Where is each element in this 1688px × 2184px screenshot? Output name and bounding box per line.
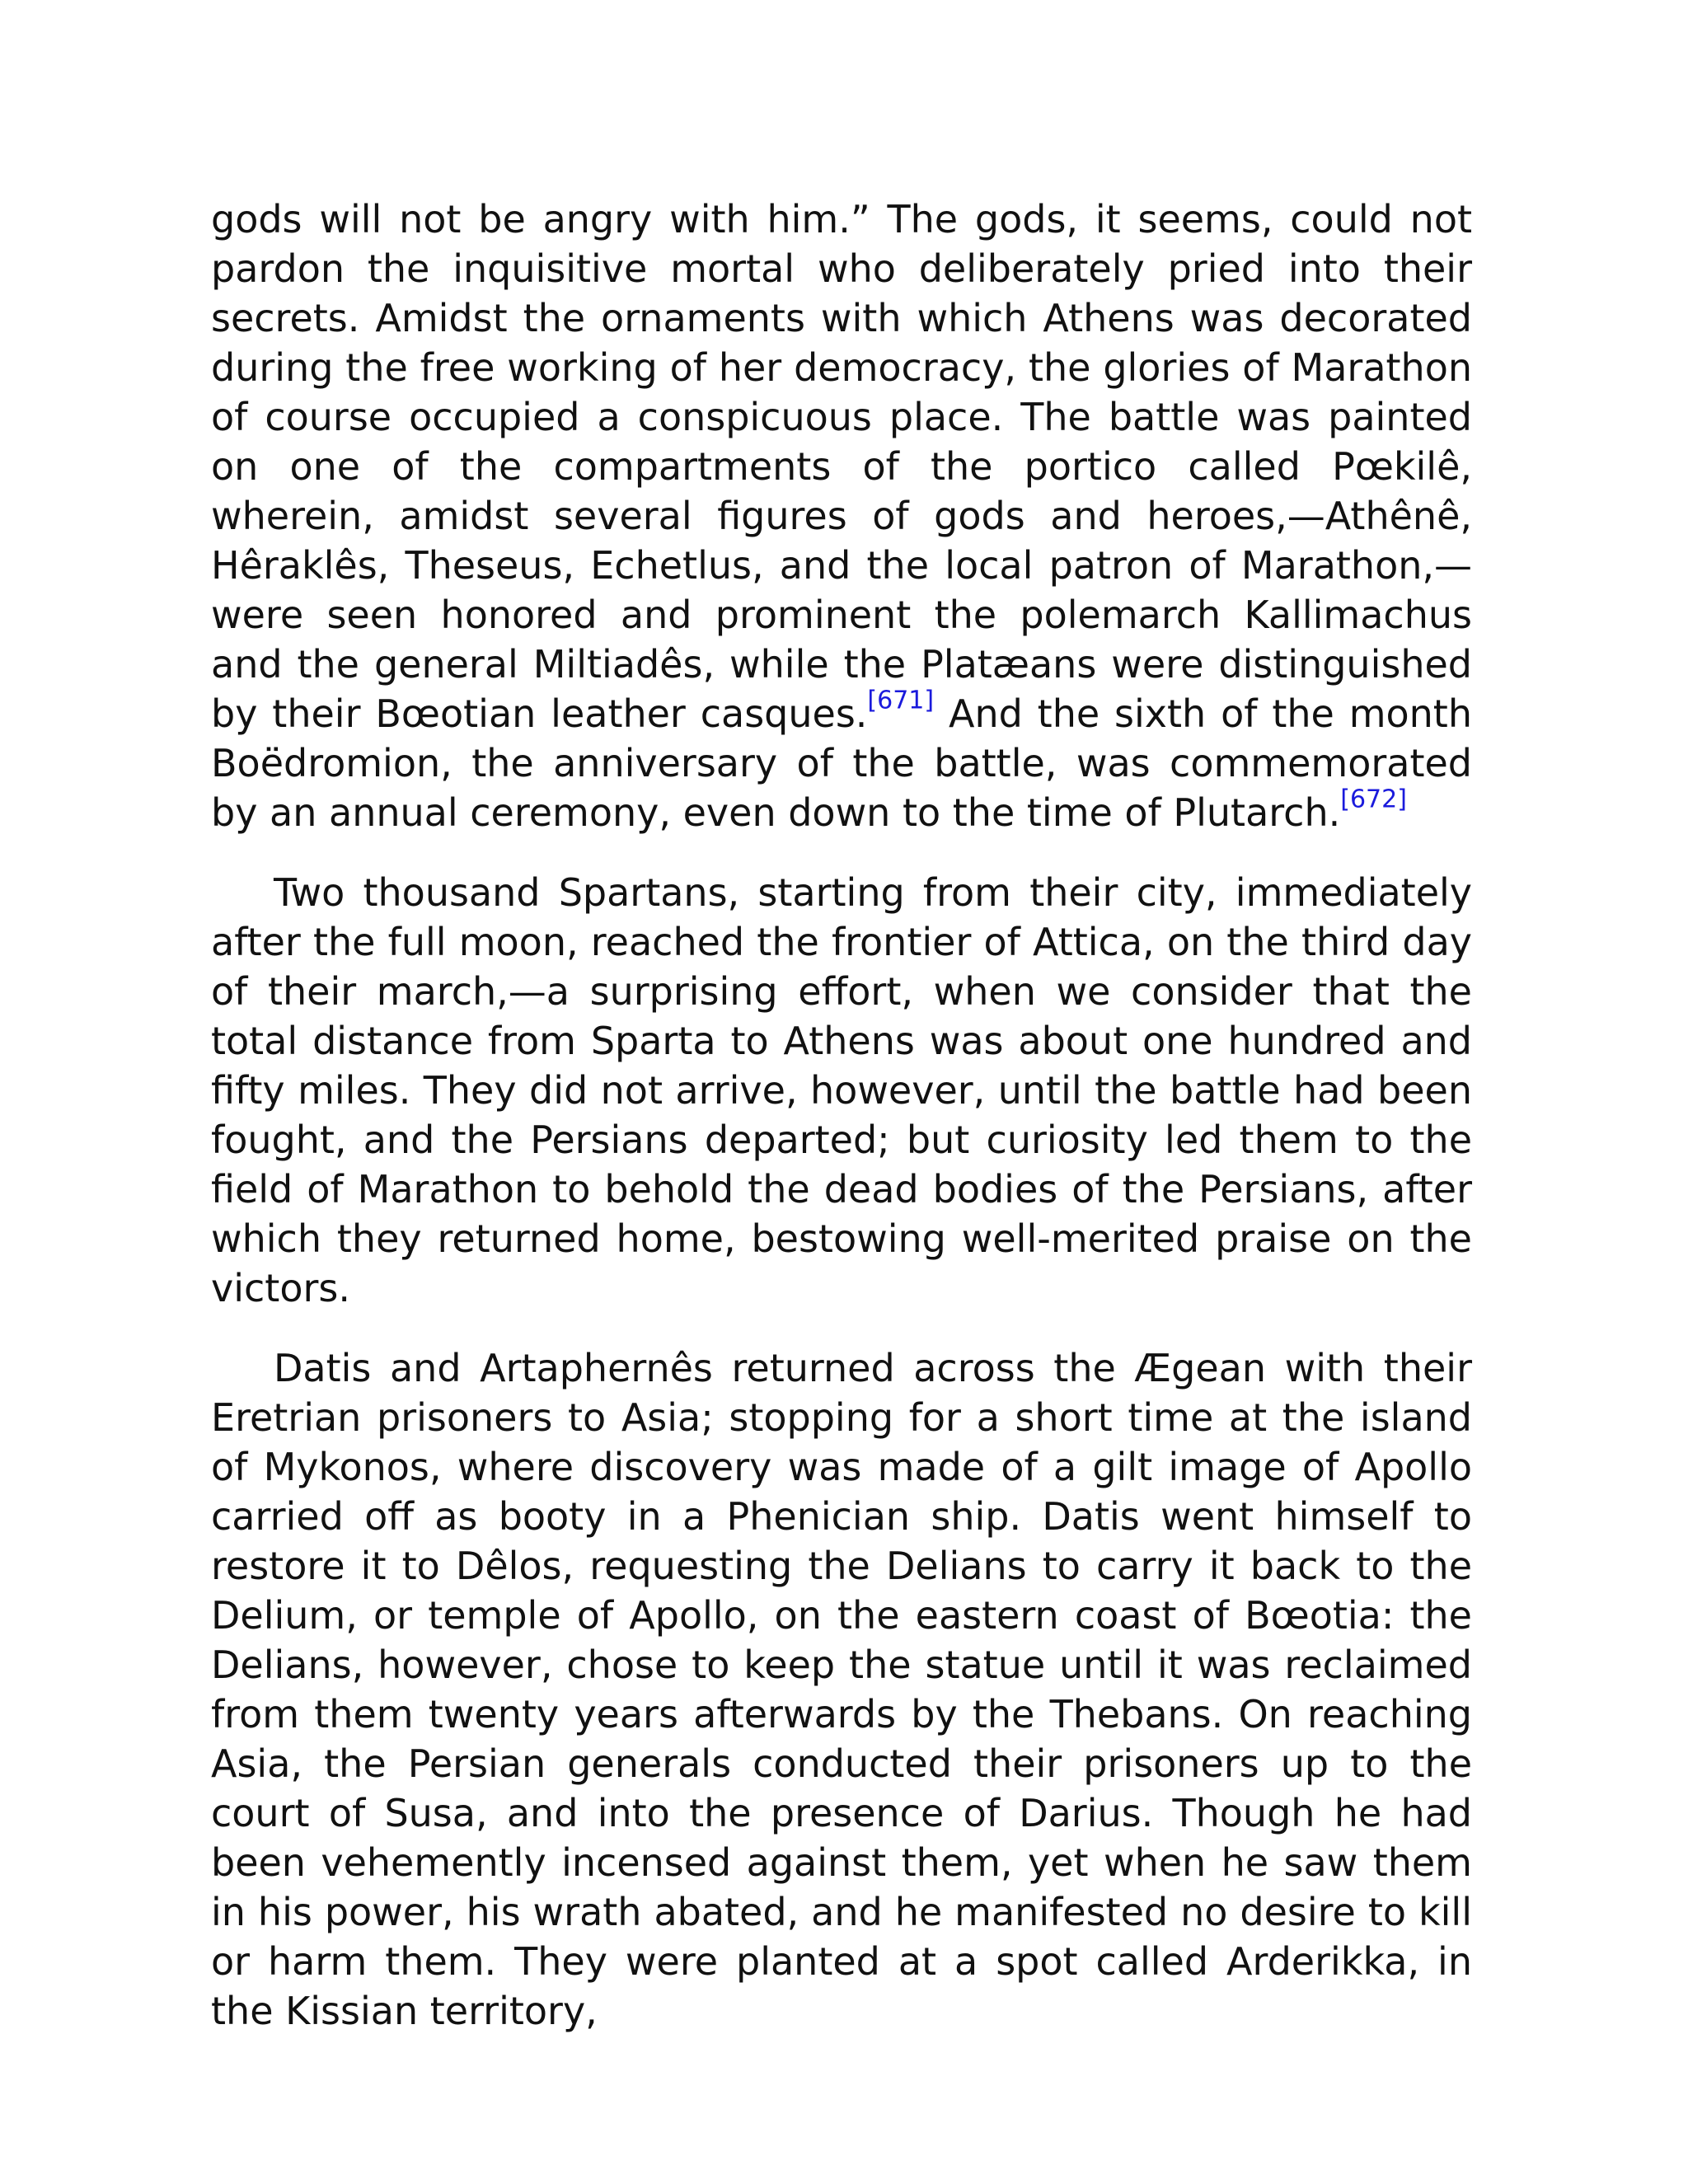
paragraph-datis-artaphernes: Datis and Artaphernês returned across the Ægean with their Eretrian prisoners to Asia; stopping for a short time at the island of Mykonos, where discovery was made of a gilt image of Apollo carried off as booty in a Phenician ship. Datis went himself to restore it to Dêlos, requesting the Delians to carry it back to the Delium, or temple of Apollo, on the eastern coast of Bœotia: the Delians, however, chose to keep the statue until it was reclaimed from them twenty years afterwards by the Thebans. On reaching Asia, the Persian generals conducted their prisoners up to the court of Susa, and into the presence of Darius. Though he had been vehemently incensed against them, yet when he saw them in his power, his wrath abated, and he manifested no desire to kill or harm them. They were planted at a spot called Arderikka, in the Kissian territory, xyxy=(211,1346,1472,2033)
paragraph-spartans: Two thousand Spartans, starting from their city, immediately after the full moon, reached the frontier of Attica, on the third day of their march,—a surprising effort, when we consider that the total distance from Sparta to Athens was about one hundred and fifty miles. They did not arrive, however, until the battle had been fought, and the Persians departed; but curiosity led them to the field of Marathon to behold the dead bodies of the Persians, after which they returned home, bestowing well-merited praise on the victors. xyxy=(211,870,1472,1310)
paragraph-marathon-commemoration xyxy=(211,194,1472,837)
footnote-link-671[interactable]: [671] xyxy=(867,686,935,715)
footnote-link-672[interactable]: [672] xyxy=(1340,785,1407,814)
page-body xyxy=(211,194,1472,2066)
paragraph-text: gods will not be angry with him.” The gods, it seems, could not pardon the inquisitive mortal who deliberately pried into their secrets. Amidst the ornaments with which Athens was decorated during the free working of her democracy, the glories of Marathon of course occupied a conspicuous place. The battle was painted on one of the compartments of the portico called Pœkilê, wherein, amidst several figures of gods and heroes,—Athênê, Hêraklês, Theseus, Echetlus, and the local patron of Marathon,—were seen honored and prominent the polemarch Kallimachus and the general Miltiadês, while the Platæans were distinguished by their Bœotian leather casques. xyxy=(211,197,1472,736)
paragraph-text: And the sixth of the month Boëdromion, the anniversary of the battle, was commemorated by an annual ceremony, even down to the time of Plutarch. xyxy=(211,691,1472,835)
